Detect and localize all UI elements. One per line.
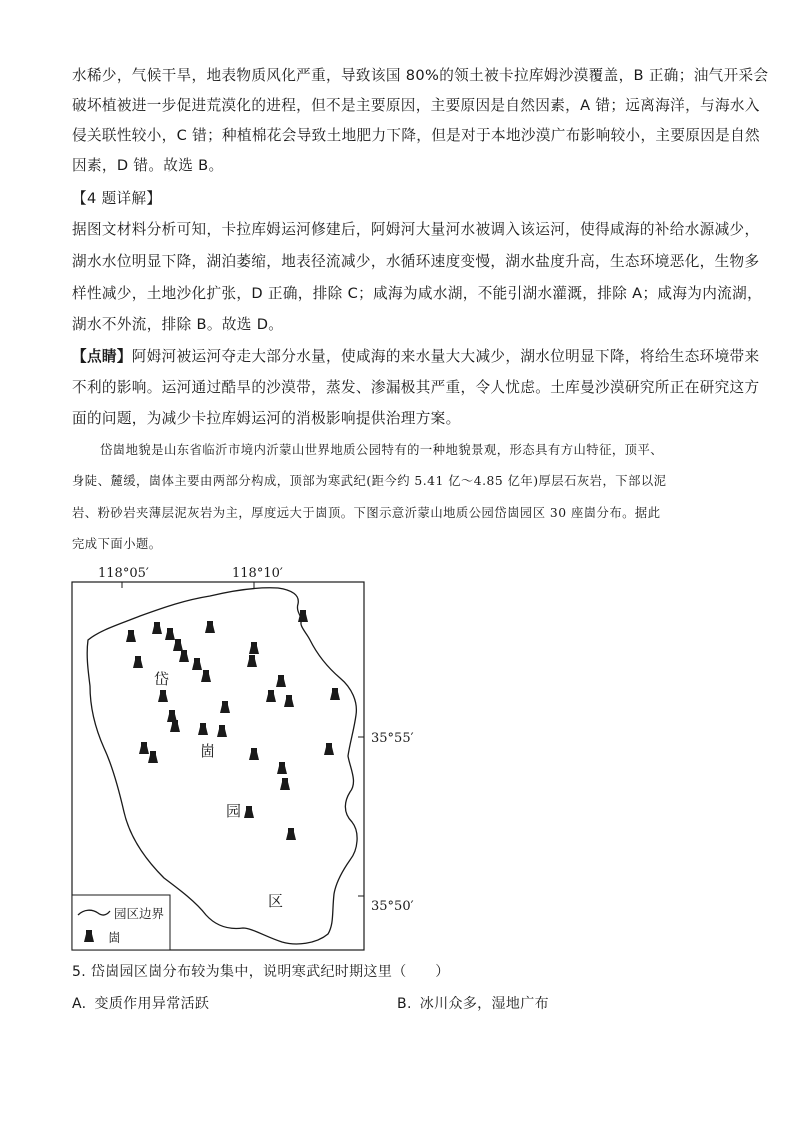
peak-marker bbox=[298, 610, 308, 622]
peak-marker bbox=[217, 725, 227, 737]
option-a-letter: A. bbox=[72, 996, 87, 1012]
peak-marker bbox=[247, 655, 257, 667]
answer-text-line: 侵关联性较小，C 错；种植棉花会导致土地肥力下降，但是对于本地沙漠广布影响较小，主要原因是自然 bbox=[72, 127, 761, 144]
comment-line bbox=[72, 347, 759, 367]
peak-marker bbox=[133, 656, 143, 668]
park-name-char: 区 bbox=[268, 892, 284, 910]
peak-marker bbox=[249, 748, 259, 760]
material-text-line: 身陡、麓缓，崮体主要由两部分构成，顶部为寒武纪(距今约 5.41 亿～4.85 亿年)厚层石灰岩，下部以泥 bbox=[72, 474, 667, 488]
peak-marker bbox=[165, 628, 175, 640]
peak-marker bbox=[286, 828, 296, 840]
peak-marker bbox=[284, 695, 294, 707]
lat-label: 35°50′ bbox=[371, 899, 414, 914]
option-b[interactable] bbox=[397, 994, 549, 1014]
lon-label: 118°05′ bbox=[98, 566, 149, 581]
peak-marker bbox=[277, 762, 287, 774]
peak-marker bbox=[266, 690, 276, 702]
option-b-text: 冰川众多，湿地广布 bbox=[419, 996, 549, 1012]
peak-marker bbox=[205, 621, 215, 633]
answer-text-line: 据图文材料分析可知，卡拉库姆运河修建后，阿姆河大量河水被调入该运河，使得咸海的补给水源减少， bbox=[72, 221, 760, 238]
lon-label: 118°10′ bbox=[232, 566, 283, 581]
answer-text-line: 样性减少，土地沙化扩张，D 正确，排除 C；咸海为咸水湖，不能引湖水灌溉，排除 A；咸海为内流湖， bbox=[72, 285, 763, 302]
peak-marker bbox=[244, 806, 254, 818]
legend-peak-label: 崮 bbox=[108, 930, 121, 945]
question-4-heading: 【4 题详解】 bbox=[72, 190, 162, 207]
answer-text-line: 湖水不外流，排除 B。故选 D。 bbox=[72, 316, 284, 333]
peak-marker bbox=[152, 622, 162, 634]
daigu-park-map bbox=[60, 560, 440, 952]
peak-marker bbox=[198, 723, 208, 735]
material-text-line: 完成下面小题。 bbox=[72, 537, 162, 551]
park-name-char: 岱 bbox=[154, 670, 170, 688]
material-text-line: 岩、粉砂岩夹薄层泥灰岩为主，厚度远大于崮顶。下图示意沂蒙山地质公园岱崮园区 30 座崮分布。据此 bbox=[72, 506, 661, 520]
peak-marker bbox=[249, 642, 259, 654]
lat-label: 35°55′ bbox=[371, 731, 414, 746]
legend-boundary-label: 园区边界 bbox=[114, 906, 165, 921]
peak-marker bbox=[324, 743, 334, 755]
option-a[interactable] bbox=[72, 994, 209, 1014]
peak-marker bbox=[126, 630, 136, 642]
peak-marker bbox=[148, 751, 158, 763]
comment-line: 面的问题，为减少卡拉库姆运河的消极影响提供治理方案。 bbox=[72, 410, 461, 427]
peak-marker bbox=[276, 675, 286, 687]
comment-text: 阿姆河被运河夺走大部分水量，使咸海的来水量大大减少，湖水位明显下降，将给生态环境带来 bbox=[131, 348, 760, 365]
peak-marker bbox=[179, 650, 189, 662]
park-name-char: 崮 bbox=[200, 742, 216, 760]
park-name-char: 园 bbox=[226, 802, 242, 820]
peak-marker bbox=[280, 778, 290, 790]
option-b-letter: B. bbox=[397, 996, 412, 1012]
answer-text-line: 因素，D 错。故选 B。 bbox=[72, 157, 224, 174]
peak-marker bbox=[173, 639, 183, 651]
peak-marker bbox=[192, 658, 202, 670]
peak-marker bbox=[139, 742, 149, 754]
question-5-stem: 5. 岱崮园区崮分布较为集中，说明寒武纪时期这里（ ） bbox=[72, 964, 450, 980]
peak-marker bbox=[158, 690, 168, 702]
answer-text-line: 水稀少，气候干旱，地表物质风化严重，导致该国 80%的领土被卡拉库姆沙漠覆盖，B 正确；油气开采会 bbox=[72, 67, 769, 84]
material-text-line: 岱崮地貌是山东省临沂市境内沂蒙山世界地质公园特有的一种地貌景观，形态具有方山特征，顶平、 bbox=[100, 443, 664, 457]
peak-marker bbox=[220, 701, 230, 713]
comment-label: 【点睛】 bbox=[72, 348, 132, 365]
option-a-text: 变质作用异常活跃 bbox=[94, 996, 210, 1012]
map-legend bbox=[72, 895, 170, 950]
comment-line: 不利的影响。运河通过酷旱的沙漠带，蒸发、渗漏极其严重，令人忧虑。土库曼沙漠研究所正在研究这方 bbox=[72, 379, 760, 396]
peak-marker bbox=[330, 688, 340, 700]
answer-text-line: 破坏植被进一步促进荒漠化的进程，但不是主要原因，主要原因是自然因素，A 错；远离海洋，与海水入 bbox=[72, 97, 760, 114]
peak-marker bbox=[201, 670, 211, 682]
answer-text-line: 湖水水位明显下降，湖泊萎缩，地表径流减少，水循环速度变慢，湖水盐度升高，生态环境恶化，生物多 bbox=[72, 253, 760, 270]
